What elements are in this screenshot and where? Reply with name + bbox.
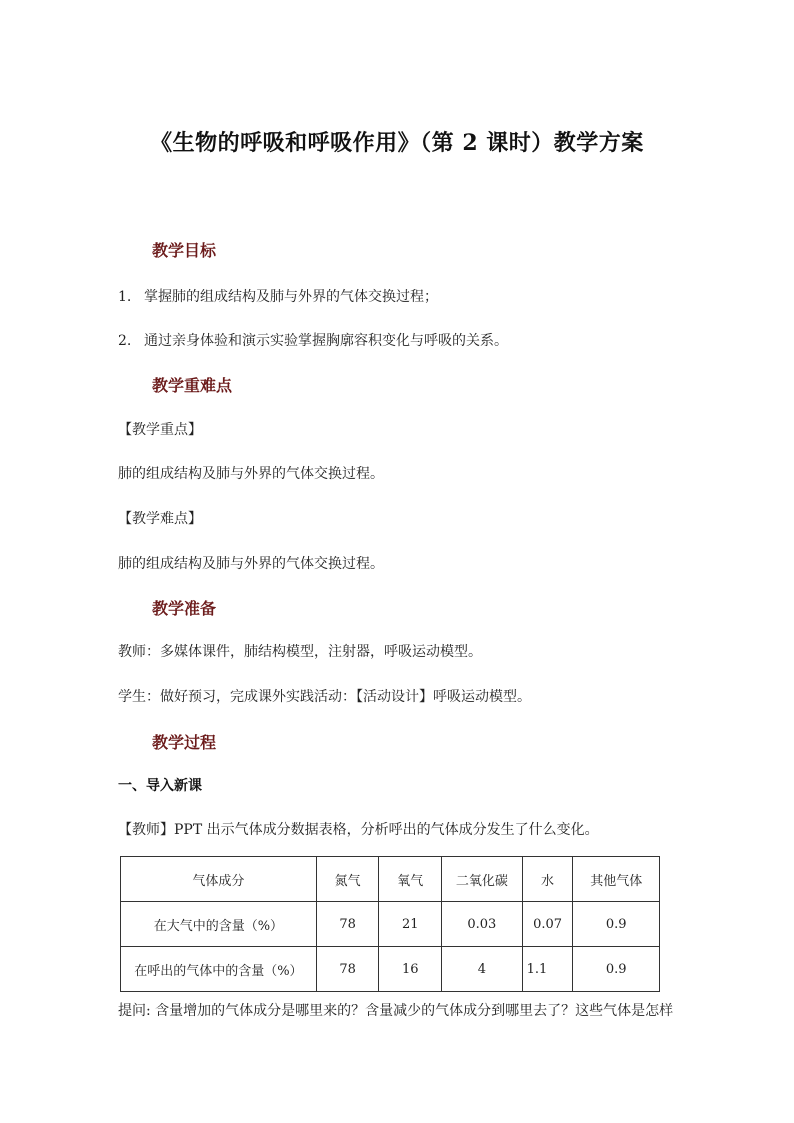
table-cell: 在大气中的含量（%） bbox=[121, 902, 317, 947]
difficult-point-text: 肺的组成结构及肺与外界的气体交换过程。 bbox=[118, 556, 384, 572]
table-cell: 78 bbox=[316, 902, 379, 947]
preparation-student: 学生：做好预习，完成课外实践活动：【活动设计】呼吸运动模型。 bbox=[118, 689, 531, 705]
heading-preparation: 教学准备 bbox=[152, 599, 217, 618]
goal-item-2 bbox=[118, 330, 508, 350]
table-cell: 在呼出的气体中的含量（%） bbox=[121, 947, 317, 992]
table-header-cell: 二氧化碳 bbox=[442, 857, 523, 902]
table-row bbox=[121, 902, 660, 947]
table-cell: 0.9 bbox=[573, 902, 660, 947]
goal-item-number: 2. bbox=[118, 333, 132, 349]
table-header-cell: 氮气 bbox=[316, 857, 379, 902]
table-row bbox=[121, 947, 660, 992]
table-cell: 0.07 bbox=[522, 902, 573, 947]
heading-key-difficult-points: 教学重难点 bbox=[152, 376, 233, 395]
gas-composition-table bbox=[120, 856, 660, 992]
heading-teaching-process: 教学过程 bbox=[152, 733, 217, 752]
table-header-row bbox=[121, 857, 660, 902]
document-title: 《生物的呼吸和呼吸作用》（第 2 课时）教学方案 bbox=[150, 130, 644, 156]
table-header-cell: 气体成分 bbox=[121, 857, 317, 902]
heading-teaching-goals: 教学目标 bbox=[152, 241, 217, 260]
key-point-label: 【教学重点】 bbox=[118, 422, 202, 438]
table-cell: 4 bbox=[442, 947, 523, 992]
goal-item-number: 1. bbox=[118, 289, 132, 305]
table-cell: 0.03 bbox=[442, 902, 523, 947]
table-header-cell: 氧气 bbox=[379, 857, 442, 902]
goal-item-text: 通过亲身体验和演示实验掌握胸廓容积变化与呼吸的关系。 bbox=[144, 333, 508, 349]
sub-heading-intro: 一、导入新课 bbox=[118, 778, 202, 794]
goal-item-text: 掌握肺的组成结构及肺与外界的气体交换过程； bbox=[144, 289, 438, 305]
key-point-text: 肺的组成结构及肺与外界的气体交换过程。 bbox=[118, 466, 384, 482]
table-header-cell: 水 bbox=[522, 857, 573, 902]
difficult-point-label: 【教学难点】 bbox=[118, 511, 202, 527]
table-cell: 1.1 bbox=[522, 947, 573, 992]
preparation-teacher: 教师：多媒体课件，肺结构模型，注射器，呼吸运动模型。 bbox=[118, 644, 482, 660]
process-teacher-line: 【教师】PPT 出示气体成分数据表格，分析呼出的气体成分发生了什么变化。 bbox=[118, 822, 599, 838]
table-cell: 0.9 bbox=[573, 947, 660, 992]
table-cell: 16 bbox=[379, 947, 442, 992]
table-cell: 21 bbox=[379, 902, 442, 947]
table-header-cell: 其他气体 bbox=[573, 857, 660, 902]
table-cell: 78 bbox=[316, 947, 379, 992]
process-question: 提问: 含量增加的气体成分是哪里来的？含量减少的气体成分到哪里去了？这些气体是怎样 bbox=[118, 1003, 674, 1019]
goal-item-1 bbox=[118, 286, 438, 306]
